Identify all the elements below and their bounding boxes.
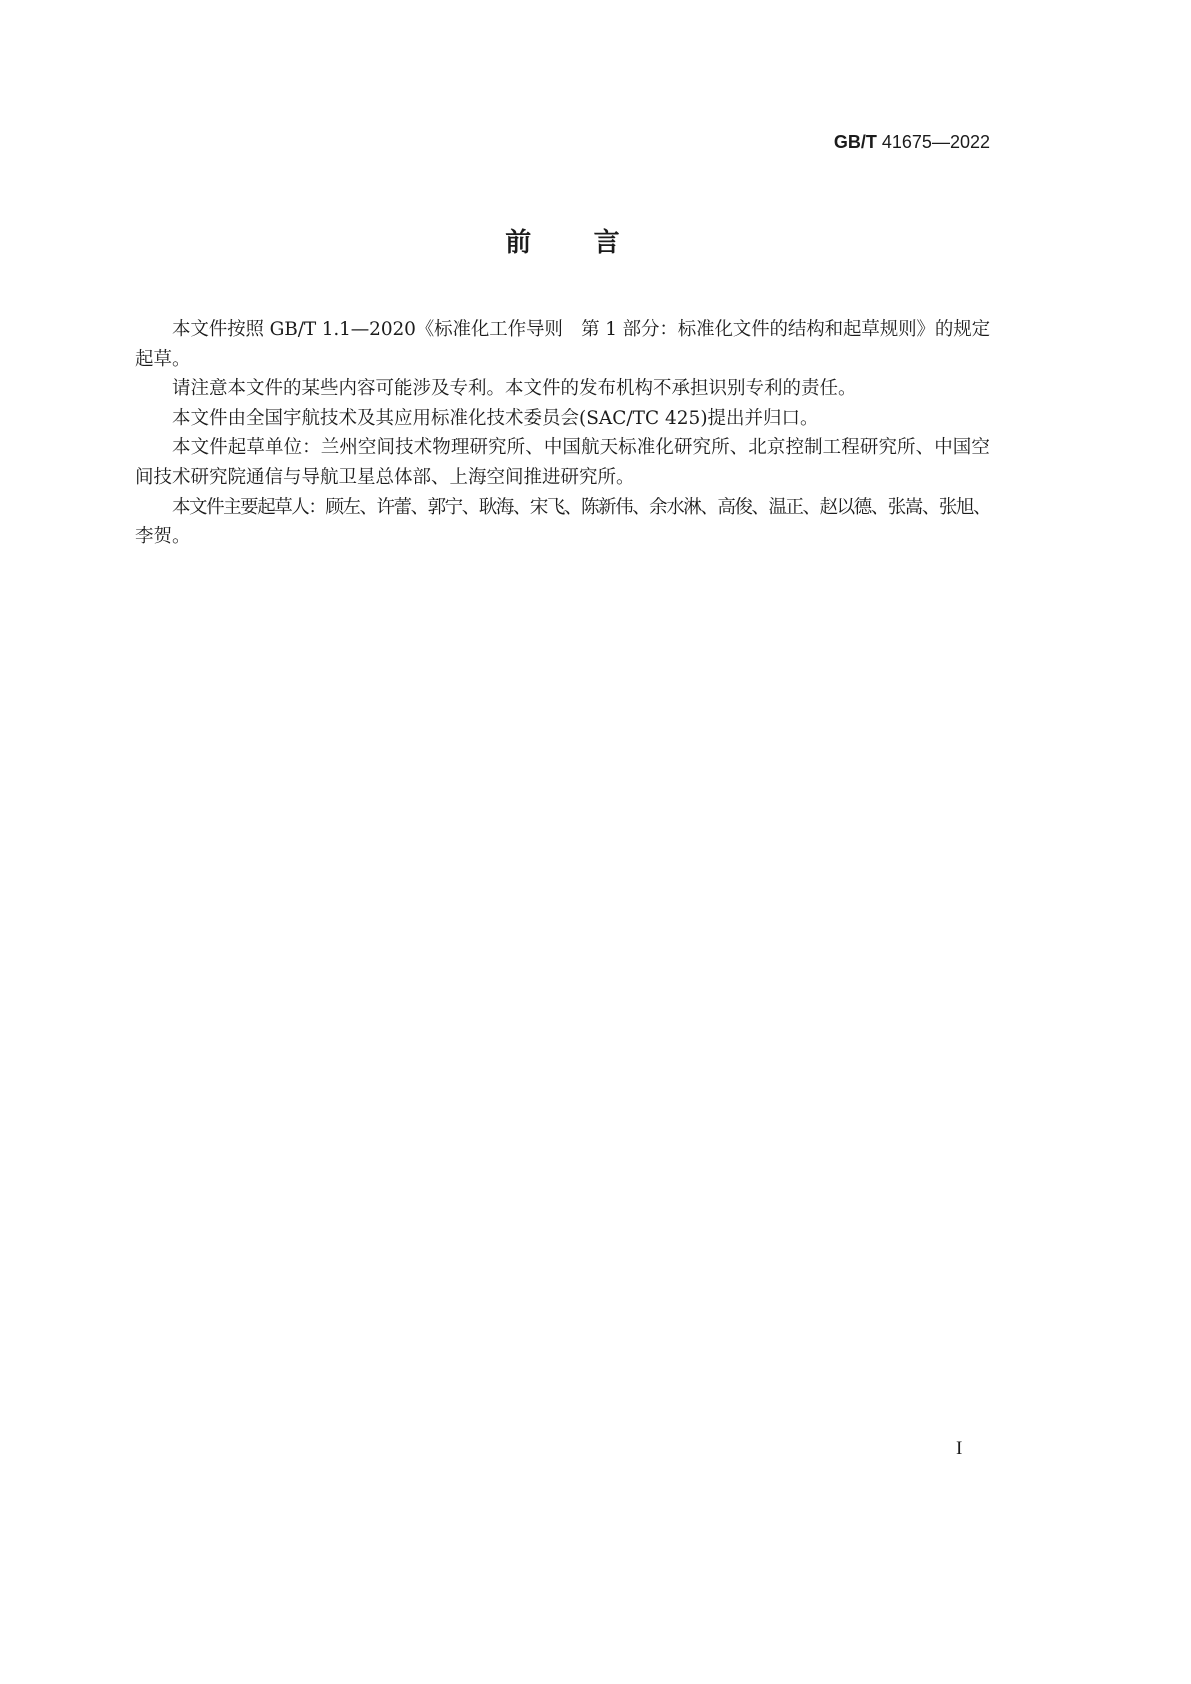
preface-paragraph <box>135 433 990 492</box>
preface-title-text: 前言 <box>505 228 683 258</box>
preface-paragraph <box>135 404 990 434</box>
text-line: 本文件按照 GB/T 1.1—2020《标准化工作导则 第 1 部分：标准化文件的结构和起草规则》的规定 <box>172 319 990 340</box>
standard-code-number: 41675—2022 <box>881 132 990 152</box>
text-line: 间技术研究院通信与导航卫星总体部、上海空间推进研究所。 <box>135 466 635 488</box>
page-number: I <box>956 1438 963 1459</box>
preface-paragraph <box>135 374 990 404</box>
text-line: 本文件由全国宇航技术及其应用标准化技术委员会(SAC/TC 425)提出并归口。 <box>172 407 819 429</box>
text-line: 李贺。 <box>135 526 191 548</box>
standard-code <box>834 132 990 152</box>
text-line: 本文件起草单位：兰州空间技术物理研究所、中国航天标准化研究所、北京控制工程研究所、中国空 <box>172 437 990 459</box>
preface-paragraph <box>135 493 990 552</box>
text-line: 本文件主要起草人：顾左、许蕾、郭宁、耿海、宋飞、陈新伟、余水淋、高俊、温正、赵以德、张嵩、张旭、 <box>172 496 990 518</box>
preface-body <box>135 315 990 552</box>
preface-title <box>135 229 990 257</box>
preface-paragraph <box>135 315 990 374</box>
standard-code-prefix: GB/T <box>833 132 877 152</box>
text-line: 请注意本文件的某些内容可能涉及专利。本文件的发布机构不承担识别专利的责任。 <box>172 378 857 400</box>
text-line: 起草。 <box>135 348 191 370</box>
